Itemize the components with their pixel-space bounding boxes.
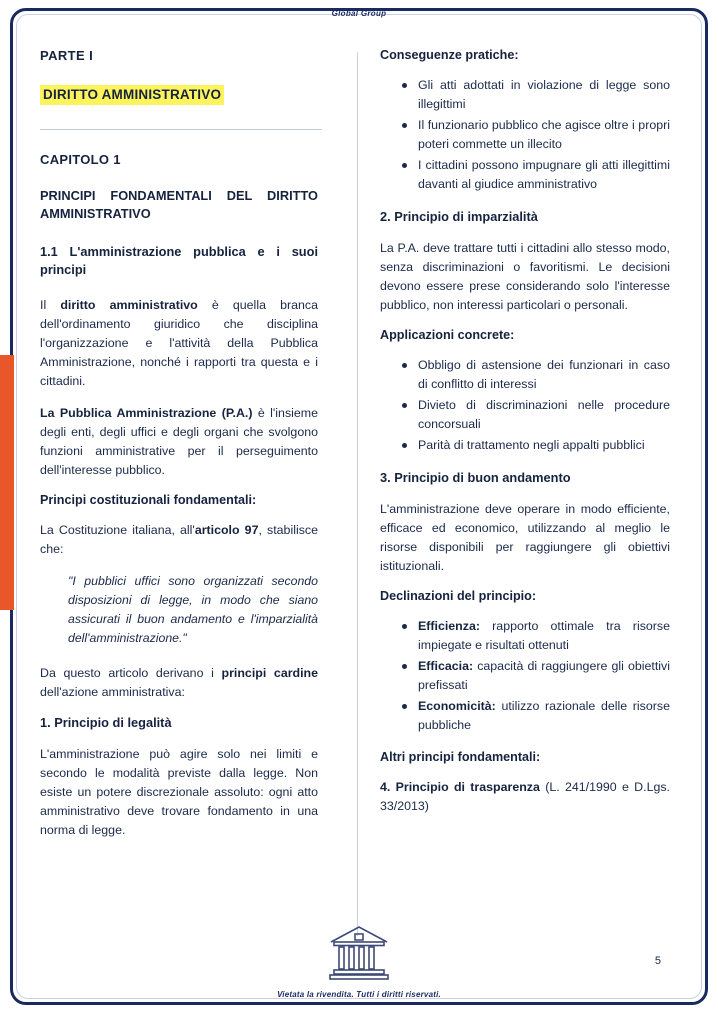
list-conseguenze-pratiche: [380, 76, 670, 194]
footer-note: Vietata la rivendita. Tutti i diritti riservati.: [277, 990, 441, 999]
text-efficienza: rapporto ottimale tra risorse impiegate e risultati ottenuti: [418, 619, 670, 652]
paragraph-principio-trasparenza: [380, 778, 670, 816]
heading-declinazioni: Declinazioni del principio:: [380, 589, 537, 603]
part-label: PARTE I: [40, 48, 94, 63]
term-efficienza: Efficienza:: [418, 619, 480, 633]
paragraph-definizione-diritto: [40, 296, 318, 391]
page-number: 5: [654, 955, 661, 967]
para4-bold: principi cardine: [221, 666, 319, 680]
para1-post: è quella branca dell'ordinamento giuridico che disciplina l'organizzazione e l'attività della Pubblica Amministrazione, nonché i rapporti tra questa e i cittadini.: [40, 298, 318, 388]
heading-principi-costituzionali: Principi costituzionali fondamentali:: [40, 493, 257, 507]
list-item: [402, 657, 670, 695]
list-item: I cittadini possono impugnare gli atti illegittimi davanti al giudice amministrativo: [402, 156, 670, 194]
para4-pre: Da questo articolo derivano i: [40, 666, 222, 680]
paragraph-principio-legalita: L'amministrazione può agire solo nei limiti e secondo le modalità previste dalla legge. Non esiste un potere discrezionale assoluto: ogni atto amministrativo deve trovare fondamento in una norma di legge.: [40, 747, 318, 837]
section-title-highlight-wrap: [40, 85, 318, 105]
para1-pre: Il: [40, 298, 61, 312]
list-applicazioni-concrete: [380, 356, 670, 455]
term-economicita: Economicità:: [418, 699, 496, 713]
list-item: [402, 697, 670, 735]
list-declinazioni: [380, 617, 670, 735]
brand-header: Global Group: [331, 9, 387, 18]
chapter-title: PRINCIPI FONDAMENTALI DEL DIRITTO AMMINISTRATIVO: [40, 188, 318, 221]
subsection-title: 1.1 L'amministrazione pubblica e i suoi principi: [40, 244, 318, 277]
para3-pre: La Costituzione italiana, all': [40, 523, 195, 537]
paragraph-principio-imparzialita: La P.A. deve trattare tutti i cittadini allo stesso modo, senza discriminazioni o favoritismi. Le decisioni devono essere prese considerando solo l'interesse pubblico, non interessi particolari o personali.: [380, 241, 670, 312]
left-column: [40, 48, 330, 948]
principio4-bold: 4. Principio di trasparenza: [380, 780, 540, 794]
list-item: Parità di trattamento negli appalti pubblici: [402, 436, 670, 455]
horizontal-rule: [40, 129, 322, 130]
heading-principio-imparzialita: 2. Principio di imparzialità: [380, 209, 538, 224]
right-column: [380, 48, 670, 948]
list-item: Il funzionario pubblico che agisce oltre i propri poteri commette un illecito: [402, 116, 670, 154]
heading-altri-principi: Altri principi fondamentali:: [380, 750, 541, 764]
principio4-rest: (L. 241/1990 e D.Lgs. 33/2013): [380, 780, 670, 813]
list-item: Gli atti adottati in violazione di legge sono illegittimi: [402, 76, 670, 114]
list-item: [402, 617, 670, 655]
paragraph-principio-buon-andamento: L'amministrazione deve operare in modo efficiente, efficace ed economico, utilizzando al meglio le risorse disponibili per raggiungere gli obiettivi istituzionali.: [380, 502, 670, 573]
page-content: [40, 48, 680, 948]
heading-principio-legalita: 1. Principio di legalità: [40, 715, 172, 730]
para2-bold: La Pubblica Amministrazione (P.A.): [40, 406, 253, 420]
text-economicita: utilizzo razionale delle risorse pubbliche: [418, 699, 670, 732]
section-title-highlight: DIRITTO AMMINISTRATIVO: [40, 85, 224, 105]
para4-post: dell'azione amministrativa:: [40, 685, 185, 699]
paragraph-costituzione: [40, 521, 318, 559]
heading-principio-buon-andamento: 3. Principio di buon andamento: [380, 470, 571, 485]
paragraph-principi-cardine: [40, 664, 318, 702]
quote-articolo-97: "I pubblici uffici sono organizzati secondo disposizioni di legge, in modo che siano assicurati il buon andamento e l'imparzialità dell'amministrazione.": [68, 574, 318, 645]
chapter-label: CAPITOLO 1: [40, 152, 121, 167]
accent-bar-left-overlay: [9, 355, 14, 610]
para3-bold: articolo 97: [194, 523, 259, 537]
para2-post: è l'insieme degli enti, degli uffici e degli organi che svolgono funzioni amministrative per il perseguimento dell'interesse pubblico.: [40, 406, 318, 477]
classical-building-icon: [327, 922, 391, 985]
list-item: Divieto di discriminazioni nelle procedure concorsuali: [402, 396, 670, 434]
para3-post: , stabilisce che:: [40, 523, 318, 556]
heading-conseguenze-pratiche: Conseguenze pratiche:: [380, 48, 519, 62]
text-efficacia: capacità di raggiungere gli obiettivi prefissati: [418, 659, 670, 692]
paragraph-definizione-pa: [40, 404, 318, 480]
para1-bold: diritto amministrativo: [60, 298, 198, 312]
list-item: Obbligo di astensione dei funzionari in caso di conflitto di interessi: [402, 356, 670, 394]
heading-applicazioni-concrete: Applicazioni concrete:: [380, 328, 515, 342]
term-efficacia: Efficacia:: [418, 659, 474, 673]
